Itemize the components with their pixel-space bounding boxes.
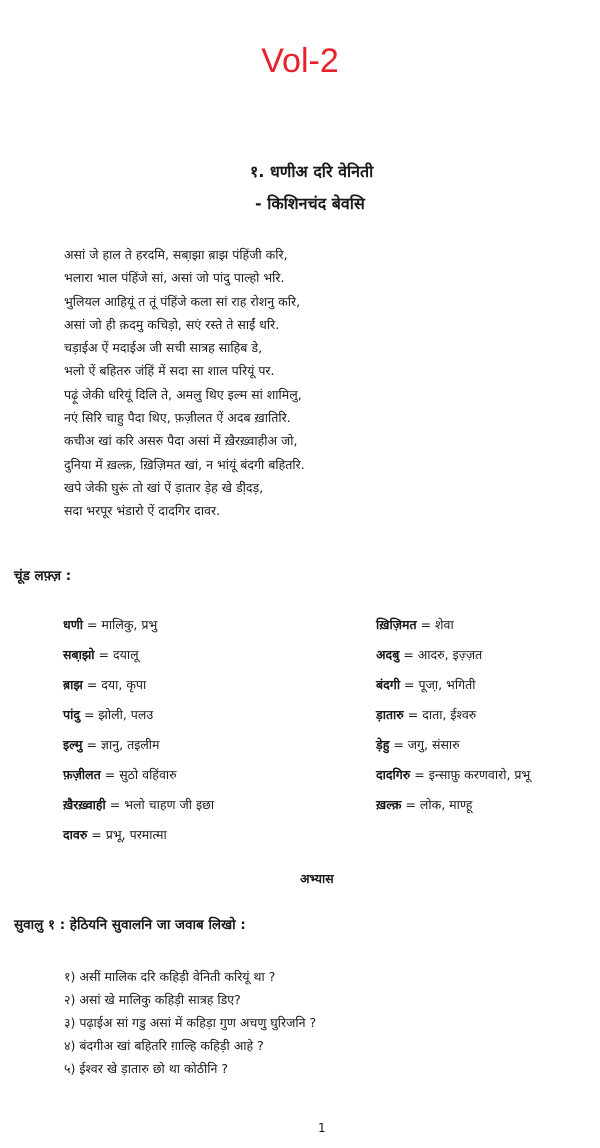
vocabulary-entry [63,700,363,730]
vocabulary-word: इल्मु [63,737,83,752]
vocabulary-meaning: = भलो चाहण जी इछा [109,797,215,812]
vocabulary-entry [63,730,363,760]
vocabulary-meaning: = प्रभू, परमात्मा [91,827,167,842]
vocabulary-entry [63,670,363,700]
lesson-author: - किशिनचंद बेवसि [255,194,365,213]
poem-line: खपे जेकी घुरूं तो खां ऐं ड़ातार डे़ह खे डी़ंदड़, [64,479,264,495]
question-list [64,965,584,1080]
vocabulary-word: पांदु [63,707,80,722]
vocabulary-meaning: = झोली, पलउ [83,707,154,722]
question-heading: सुवालु १ : हेठियनि सुवालनि जा जवाब लिखो : [14,917,246,933]
vocabulary-entry [376,790,598,820]
question-item: ४) बंदगीअ खां बहितरि ग़ाल्हि कहिड़ी आहे ? [64,1038,264,1053]
vocabulary-word: ब़ाझ [63,677,83,692]
vocabulary-word: अदबु [376,647,400,662]
vocabulary-meaning: = लोक, माण्हू [405,797,473,812]
page-number: 1 [318,1121,326,1135]
volume-label: Vol-2 [261,42,339,80]
vocabulary-right-column [376,610,598,820]
vocabulary-meaning: = दाता, ईश्वरु [407,707,477,722]
vocabulary-meaning: = शेवा [420,617,454,632]
vocabulary-meaning: = मालिकु, प्रभु [86,617,158,632]
vocabulary-word: दावरु [63,827,88,842]
poem-line: भलारा भाल पंहिंजे सां, असां जो पांदु पाल्हो भरि. [64,270,285,286]
vocabulary-entry [63,610,363,640]
vocabulary-meaning: = दयालू [98,647,139,662]
poem-line: कचीअ खां करि असरु पैदा असां में ख़ैरख़्वाहीअ जो, [64,433,298,449]
vocabulary-entry [376,670,598,700]
vocabulary-entry [63,760,363,790]
poem-line: दुनिया में ख़ल्क़, ख़िज़िमत खां, न भांयूं बंदगी बहितरि. [64,456,305,472]
vocabulary-entry [376,610,598,640]
question-item: २) असां खे मालिकु कहिड़ी सात्रह डिए? [64,992,241,1007]
vocabulary-meaning: = इन्साफ़ु करणवारो, प्रभू [414,767,531,782]
question-item: ३) पढ़ाईअ सां गडु असां में कहिड़ा गुण अचणु घुरिजनि ? [64,1015,317,1030]
poem [64,243,574,523]
poem-line: चड़ाईअ ऐं मदाईअ जी सची सात्रह साहिब डे, [64,340,263,356]
vocabulary-left-column [63,610,363,850]
vocabulary-word: ख़िज़िमत [376,617,417,632]
poem-line: पढ़ूं जेकी धरियूं दिलि ते, अमलु थिए इल्म सां शामिलु, [64,386,302,402]
vocabulary-word: धणी [63,617,83,632]
poem-line: भलो ऐं बहितरु जंहिं में सदा सा शाल परियूं पर. [64,363,275,379]
vocabulary-word: ड़ातारु [376,707,404,722]
vocabulary-word: फ़ज़ीलत [63,767,101,782]
vocabulary-entry [63,790,363,820]
lesson-title: १. धणीअ दरि वेनिती [250,162,374,181]
vocabulary-meaning: = ज्ञानु, तइलीम [86,737,160,752]
poem-line: असां जे हाल ते हरदमि, सबा़झा ब़ाझ पंहिंजी करि, [64,247,288,262]
vocabulary-word: ख़ल्क़ [376,797,402,812]
vocabulary-meaning: = आदरु, इज़्ज़त [403,647,483,662]
question-item: ५) ईश्वर खे ड़ातारु छो था कोठीनि ? [64,1061,229,1076]
poem-line: सदा भरपूर भंडारो ऐं दादगिर दावर. [64,503,221,519]
vocabulary-word: दादगिरु [376,767,411,782]
vocabulary-word: ख़ैरख़्वाही [63,797,106,812]
poem-line: भुलियल आहियूं त तूं पंहिंजे कला सां राह रोशनु करि, [64,293,301,309]
poem-line: नएं सिरि चाहु पैदा थिए, फ़ज़ीलत ऐं अदब ख़ातिरि. [64,410,291,426]
vocabulary-entry [376,760,598,790]
vocabulary-meaning: = जगु, संसारु [393,737,460,752]
vocabulary-word: बंदगी [376,677,401,692]
vocabulary-entry [63,640,363,670]
vocabulary-meaning: = सुठो वहिंवारु [104,767,177,782]
vocabulary-entry [63,820,363,850]
vocabulary-entry [376,640,598,670]
vocabulary-heading: चूंड लफ़्ज़ : [14,568,72,584]
vocabulary-meaning: = पूजा़, भगिती [404,677,476,692]
vocabulary-word: सबा़झो [63,647,95,662]
question-item: १) असीं मालिक दरि कहिड़ी वेनिती करियूं था ? [64,969,276,984]
vocabulary-entry [376,700,598,730]
vocabulary-word: डे़हु [376,737,390,752]
poem-line: असां जो ही क़दमु कचिड़ो, सएं रस्ते ते साईं धरि. [64,316,280,332]
vocabulary-entry [376,730,598,760]
vocabulary-meaning: = दया, कृपा [86,677,147,692]
exercise-heading: अभ्यास [300,871,334,886]
